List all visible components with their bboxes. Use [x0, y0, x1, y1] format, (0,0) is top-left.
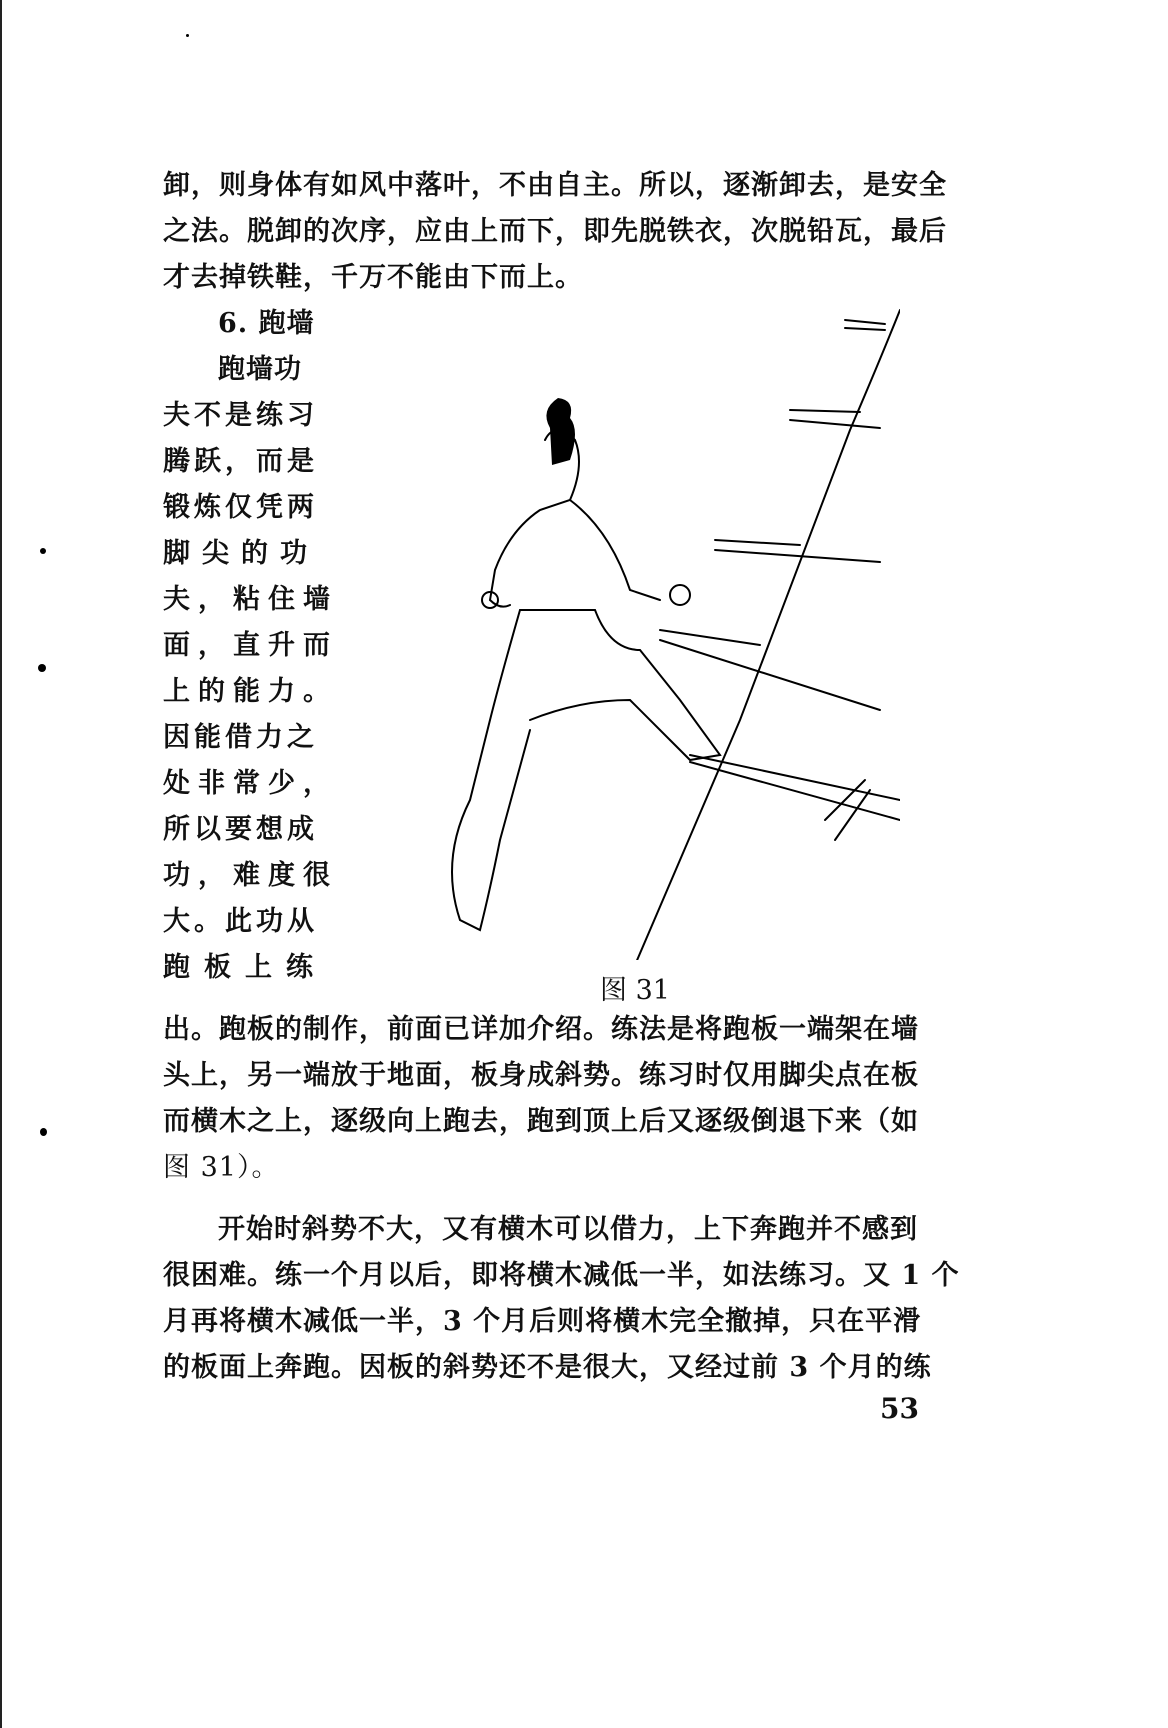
side-text-line: 处非常少， — [163, 768, 338, 799]
side-text-line: 因能借力之 — [163, 722, 318, 753]
side-text-line: 大。此功从 — [163, 906, 318, 937]
side-text-line: 跑板上练 — [163, 952, 327, 983]
text-line: 月再将横木减低一半，3 个月后则将横木完全撤掉，只在平滑 — [163, 1306, 922, 1337]
scan-speck — [186, 34, 189, 37]
text-line: 才去掉铁鞋，千万不能由下而上。 — [163, 262, 583, 293]
side-text-line: 夫，粘住墙 — [163, 584, 338, 615]
page-number: 53 — [880, 1392, 919, 1425]
section-heading: 6. 跑墙 — [218, 308, 315, 339]
scan-speck — [38, 664, 46, 672]
side-text-line: 所以要想成 — [163, 814, 318, 845]
scan-speck — [40, 548, 46, 554]
text-line: 之法。脱卸的次序，应由上而下，即先脱铁衣，次脱铅瓦，最后 — [163, 216, 947, 247]
text-line: 开始时斜势不大，又有横木可以借力，上下奔跑并不感到 — [218, 1214, 918, 1245]
text-line: 图 31）。 — [163, 1152, 280, 1183]
text-line: 而横木之上，逐级向上跑去，跑到顶上后又逐级倒退下来（如 — [163, 1106, 919, 1137]
text-line: 头上，另一端放于地面，板身成斜势。练习时仅用脚尖点在板 — [163, 1060, 919, 1091]
side-text-line: 功，难度很 — [163, 860, 338, 891]
side-text-line: 腾跃，而是 — [163, 446, 318, 477]
side-text-line: 面，直升而 — [163, 630, 338, 661]
side-text-line: 跑墙功 — [218, 354, 302, 385]
text-line: 出。跑板的制作，前面已详加介绍。练法是将跑板一端架在墙 — [163, 1014, 919, 1045]
figure-31-illustration — [380, 300, 900, 960]
text-line: 卸，则身体有如风中落叶，不由自主。所以，逐渐卸去，是安全 — [163, 170, 947, 201]
side-text-line: 锻炼仅凭两 — [163, 492, 318, 523]
figure-caption: 图 31 — [600, 975, 670, 1006]
side-text-line: 上的能力。 — [163, 676, 338, 707]
text-line: 很困难。练一个月以后，即将横木减低一半，如法练习。又 1 个 — [163, 1260, 960, 1291]
text-line: 的板面上奔跑。因板的斜势还不是很大，又经过前 3 个月的练 — [163, 1352, 932, 1383]
scan-speck — [40, 1128, 47, 1136]
page-left-border — [0, 0, 2, 1728]
side-text-line: 夫不是练习 — [163, 400, 318, 431]
side-text-line: 脚尖的功 — [163, 538, 319, 569]
